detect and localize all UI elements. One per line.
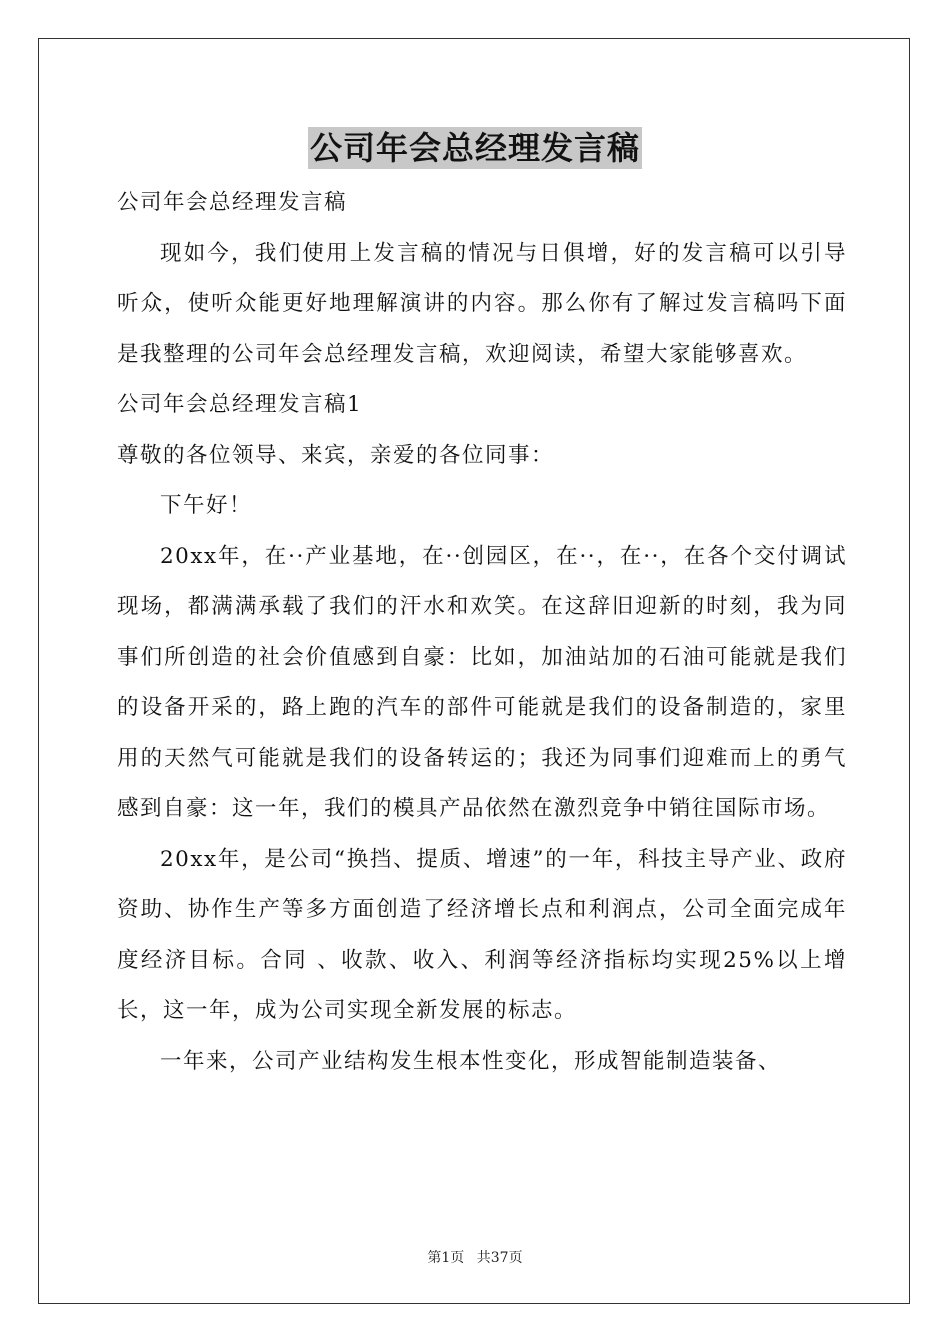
- paragraph: 公司年会总经理发言稿1: [117, 392, 363, 417]
- paragraph: 公司年会总经理发言稿: [117, 190, 348, 215]
- paragraph: 20xx年，是公司“换挡、提质、增速”的一年，科技主导产业、政府资助、协作生产等多方面创造了经济增长点和利润点，公司全面完成年度经济目标。合同 、收款、收入、利润等经济指标均实现25%以上增长，这一年，成为公司实现全新发展的标志。: [117, 846, 847, 1023]
- paragraph: 下午好！: [160, 493, 253, 518]
- page-number: 第1页: [427, 1250, 465, 1266]
- document-title: 公司年会总经理发言稿: [309, 129, 640, 167]
- page-footer: [0, 1247, 950, 1267]
- paragraph: 20xx年，在··产业基地，在··创园区，在··，在··，在各个交付调试现场，都满满承载了我们的汗水和欢笑。在这辞旧迎新的时刻，我为同事们所创造的社会价值感到自豪：比如，加油站加的石油可能就是我们的设备开采的，路上跑的汽车的部件可能就是我们的设备制造的，家里用的天然气可能就是我们的设备转运的；我还为同事们迎难而上的勇气感到自豪：这一年，我们的模具产品依然在激烈竞争中销往国际市场。: [117, 543, 847, 821]
- paragraph: 现如今，我们使用上发言稿的情况与日俱增，好的发言稿可以引导听众，使听众能更好地理解演讲的内容。那么你有了解过发言稿吗下面是我整理的公司年会总经理发言稿，欢迎阅读，希望大家能够喜欢。: [117, 240, 847, 367]
- paragraph: 尊敬的各位领导、来宾，亲爱的各位同事：: [117, 442, 555, 468]
- title-wrapper: [0, 127, 950, 169]
- page-total: 共37页: [476, 1250, 523, 1266]
- paragraph: 一年来，公司产业结构发生根本性变化，形成智能制造装备、: [160, 1048, 782, 1074]
- document-body: [117, 178, 847, 1087]
